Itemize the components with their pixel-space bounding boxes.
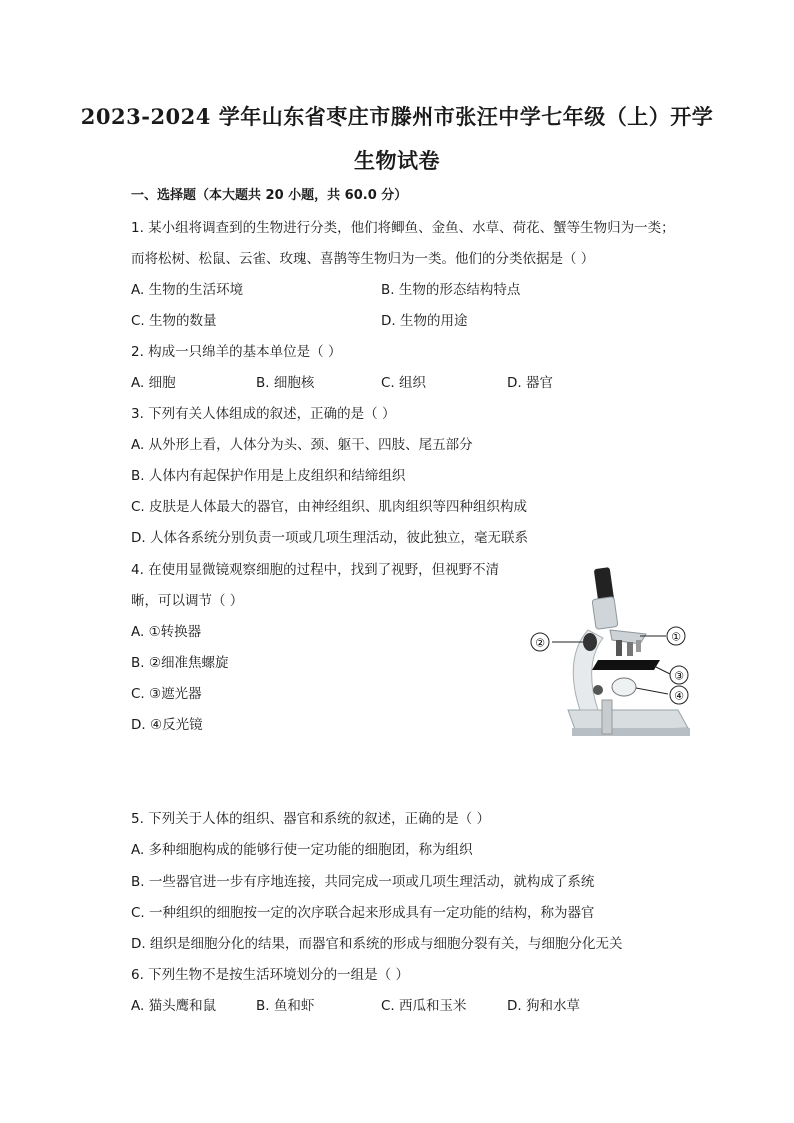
question-4-text: 4. 在使用显微镜观察细胞的过程中，找到了视野，但视野不清 [131,562,500,578]
question-4-option-b: B. ②细准焦螺旋 [131,655,229,671]
figure-label-2: ② [535,636,545,650]
exam-title-line1: 2023-2024 学年山东省枣庄市滕州市张汪中学七年级（上）开学 [80,104,714,129]
question-2-option-b: B. 细胞核 [256,375,315,391]
question-4-option-d: D. ④反光镜 [131,717,203,733]
question-3-option-b: B. 人体内有起保护作用是上皮组织和结缔组织 [131,468,406,484]
question-3-option-a: A. 从外形上看，人体分为头、颈、躯干、四肢、尾五部分 [131,437,473,453]
section-heading: 一、选择题（本大题共 20 小题，共 60.0 分） [131,188,408,203]
question-6-option-d: D. 狗和水草 [507,998,580,1014]
figure-label-4: ④ [674,689,684,703]
question-6-option-a: A. 猫头鹰和鼠 [131,998,217,1014]
question-5-option-d: D. 组织是细胞分化的结果，而器官和系统的形成与细胞分裂有关，与细胞分化无关 [131,936,623,952]
figure-label-1: ① [671,630,681,644]
question-5-option-c: C. 一种组织的细胞按一定的次序联合起来形成具有一定功能的结构，称为器官 [131,905,595,921]
question-3-option-d: D. 人体各系统分别负责一项或几项生理活动，彼此独立，毫无联系 [131,530,528,546]
question-2-text: 2. 构成一只绵羊的基本单位是（ ） [131,344,342,360]
question-1-option-b: B. 生物的形态结构特点 [381,282,521,298]
question-1-option-c: C. 生物的数量 [131,313,217,329]
question-4-text: 晰，可以调节（ ） [131,593,244,609]
question-6-option-c: C. 西瓜和玉米 [381,998,467,1014]
question-1-option-d: D. 生物的用途 [381,313,468,329]
question-6-text: 6. 下列生物不是按生活环境划分的一组是（ ） [131,967,409,983]
exam-title-line2: 生物试卷 [354,148,440,173]
microscope-figure [528,560,708,750]
question-5-option-b: B. 一些器官进一步有序地连接，共同完成一项或几项生理活动，就构成了系统 [131,874,595,890]
question-1-text: 1. 某小组将调查到的生物进行分类，他们将鲫鱼、金鱼、水草、荷花、蟹等生物归为一类； [131,220,675,236]
question-1-text: 而将松树、松鼠、云雀、玫瑰、喜鹊等生物归为一类。他们的分类依据是（ ） [131,251,595,267]
figure-label-3: ③ [674,669,684,683]
question-1-option-a: A. 生物的生活环境 [131,282,244,298]
question-5-option-a: A. 多种细胞构成的能够行使一定功能的细胞团，称为组织 [131,842,473,858]
question-2-option-a: A. 细胞 [131,375,176,391]
question-3-option-c: C. 皮肤是人体最大的器官，由神经组织、肌肉组织等四种组织构成 [131,499,528,515]
question-2-option-d: D. 器官 [507,375,553,391]
question-4-option-c: C. ③遮光器 [131,686,202,702]
question-3-text: 3. 下列有关人体组成的叙述，正确的是（ ） [131,406,396,422]
question-6-option-b: B. 鱼和虾 [256,998,315,1014]
question-2-option-c: C. 组织 [381,375,427,391]
question-5-text: 5. 下列关于人体的组织、器官和系统的叙述，正确的是（ ） [131,811,490,827]
question-4-option-a: A. ①转换器 [131,624,202,640]
